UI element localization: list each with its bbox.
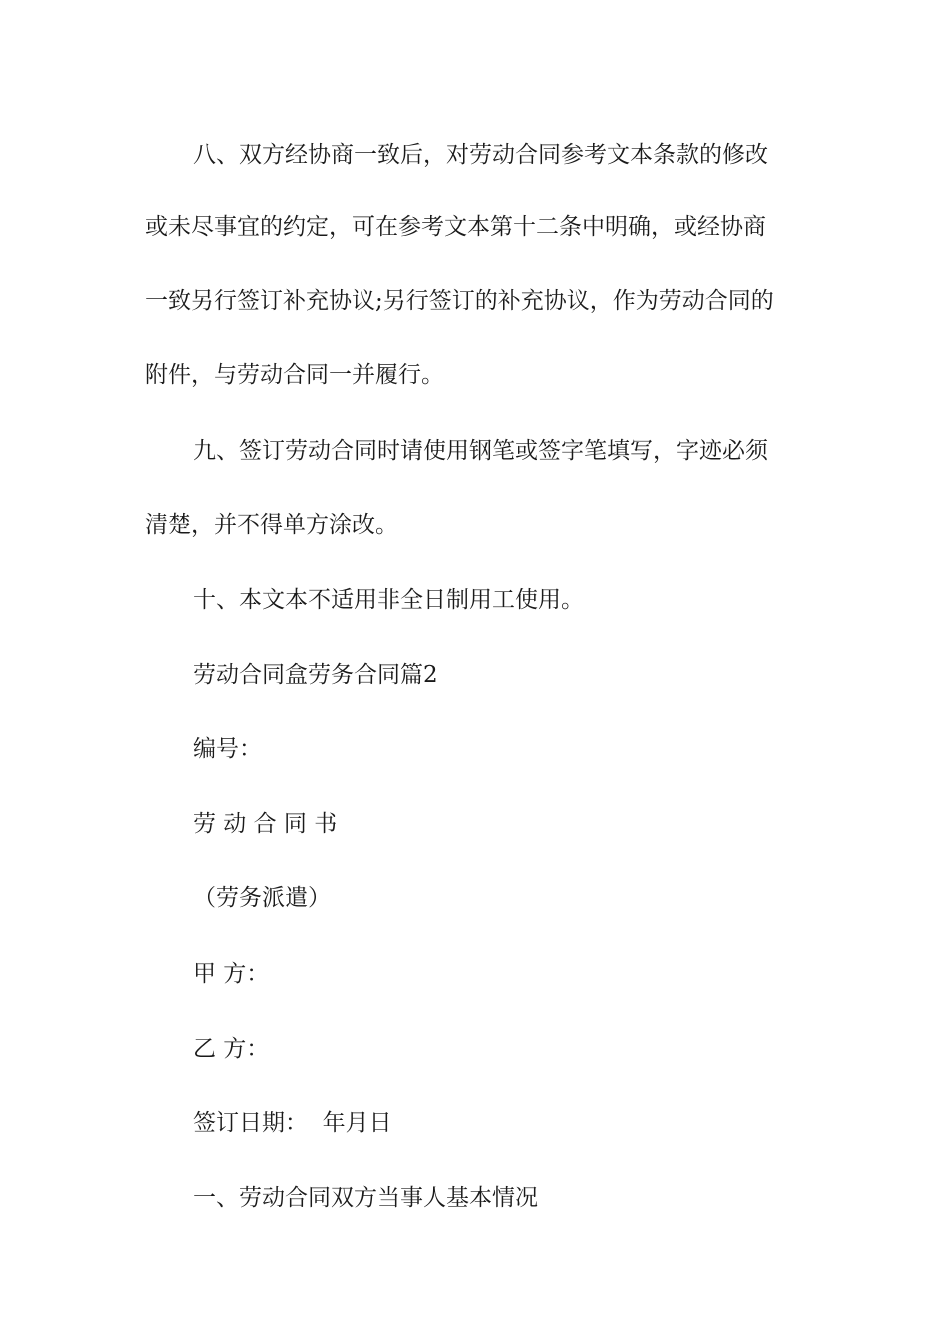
sign-date-label: 签订日期： 年月日 bbox=[193, 1110, 392, 1136]
para9-line1: 九、签订劳动合同时请使用钢笔或签字笔填写，字迹必须 bbox=[193, 438, 768, 464]
party-b-label: 乙 方： bbox=[193, 1036, 270, 1062]
number-label: 编号： bbox=[193, 736, 262, 762]
section-title: 劳动合同盒劳务合同篇2 bbox=[193, 662, 438, 688]
para9-line2: 清楚，并不得单方涂改。 bbox=[145, 512, 398, 538]
para8-line3: 一致另行签订补充协议;另行签订的补充协议，作为劳动合同的 bbox=[145, 288, 774, 314]
para8-line1: 八、双方经协商一致后，对劳动合同参考文本条款的修改 bbox=[193, 142, 768, 168]
doc-subtitle: （劳务派遣） bbox=[193, 885, 331, 911]
para8-line4: 附件，与劳动合同一并履行。 bbox=[145, 362, 444, 388]
para8-line2: 或未尽事宜的约定，可在参考文本第十二条中明确，或经协商 bbox=[145, 214, 766, 240]
party-a-label: 甲 方： bbox=[193, 961, 270, 987]
heading-basic-info: 一、劳动合同双方当事人基本情况 bbox=[193, 1185, 538, 1211]
doc-title: 劳 动 合 同 书 bbox=[193, 811, 338, 837]
para10: 十、本文本不适用非全日制用工使用。 bbox=[193, 587, 584, 613]
